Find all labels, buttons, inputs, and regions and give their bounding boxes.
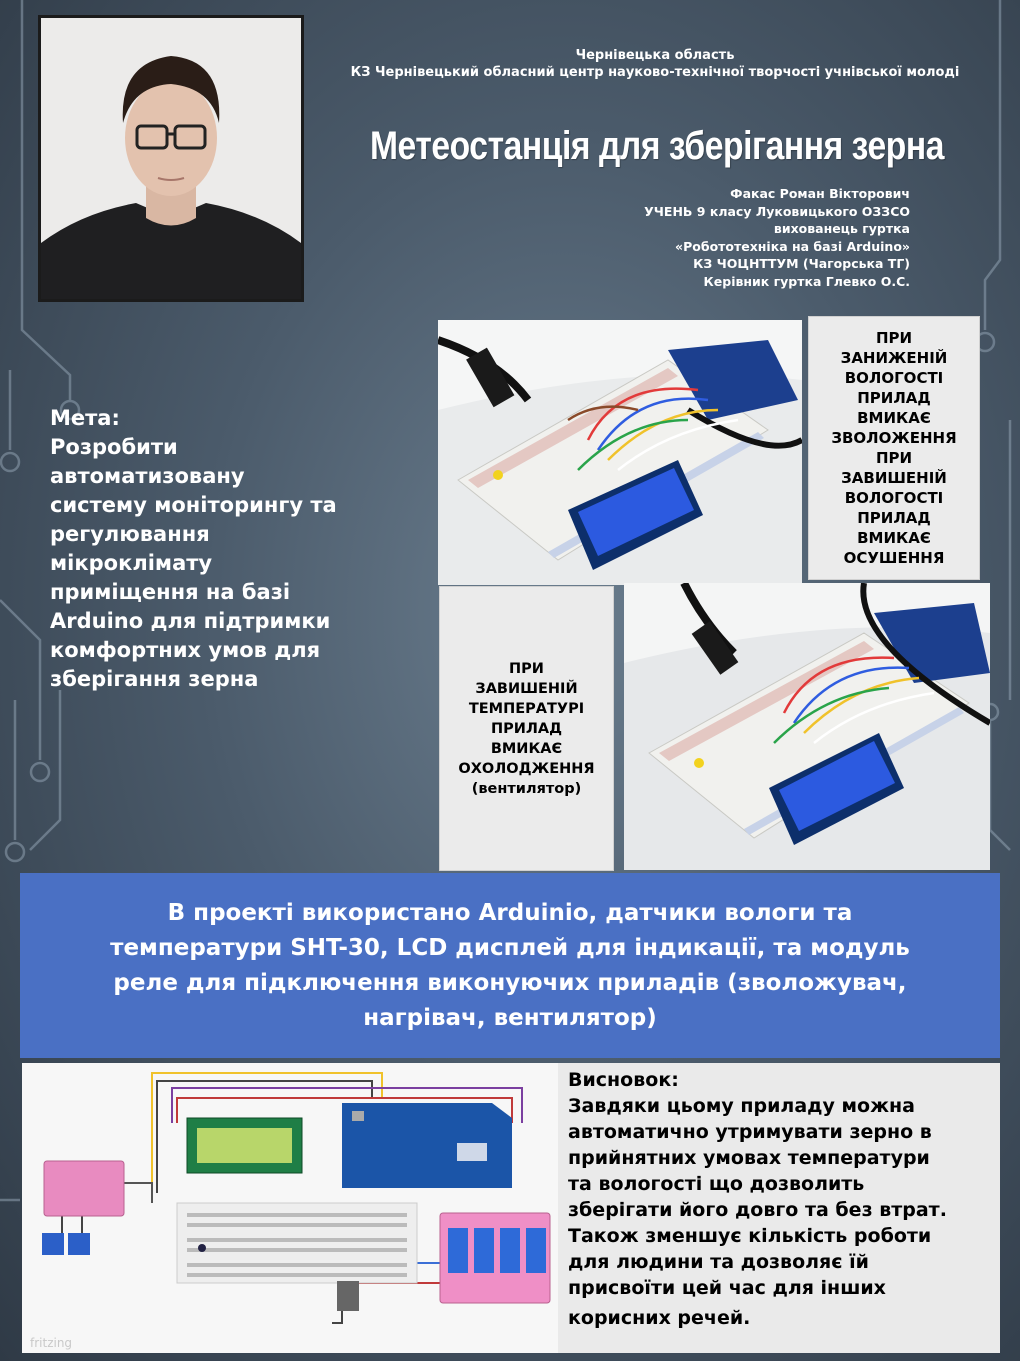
humidity-line: ПРИ — [875, 449, 913, 467]
author-line: «Робототехніка на базі Arduino» — [675, 238, 910, 254]
goal-line: автоматизовану — [50, 464, 245, 488]
author-line: Факас Роман Вікторович — [730, 186, 910, 201]
device-photo-1 — [438, 320, 802, 585]
humidity-line: ВМИКАЄ — [857, 529, 931, 547]
circuit-schematic — [22, 1063, 558, 1353]
conclusion-line: автоматично утримувати зерно в — [568, 1121, 932, 1143]
humidity-line: ЗВОЛОЖЕННЯ — [831, 429, 957, 447]
header — [310, 47, 1000, 81]
humidity-line: ВМИКАЄ — [857, 409, 931, 427]
portrait-photo — [38, 15, 304, 302]
author-line: Керівник гуртка Глевко О.С. — [703, 273, 910, 289]
conclusion-line: для людини та дозволяє їй — [568, 1251, 869, 1273]
temperature-line: ПРИЛАД — [490, 720, 563, 737]
humidity-line: ЗАВИШЕНІЙ — [841, 469, 947, 487]
goal-line: Arduino для підтримки — [50, 609, 331, 633]
goal-line: систему моніторингу та — [50, 493, 337, 517]
humidity-line: ПРИЛАД — [857, 389, 931, 407]
goal-line: мікроклімату — [50, 551, 213, 575]
banner-line: В проекті використано Arduinio, датчики вологи та — [167, 899, 853, 926]
author-line: КЗ ЧОЦНТТУМ (Чагорська ТГ) — [693, 256, 910, 271]
goal-label: Мета: — [50, 406, 120, 430]
banner-line: температури SHT-30, LCD дисплей для індикації, та модуль — [110, 934, 910, 961]
humidity-info-box — [808, 316, 980, 580]
organization-text: КЗ Чернівецький обласний центр науково-технічної творчості учнівської молоді — [350, 65, 960, 80]
goal-line: Розробити — [50, 435, 178, 459]
humidity-line: ПРИЛАД — [857, 509, 931, 527]
conclusion-line: прийнятних умовах температури — [568, 1147, 930, 1169]
goal-line: регулювання — [50, 522, 210, 546]
conclusion-section — [558, 1063, 1000, 1353]
author-line: вихованець гуртка — [773, 221, 910, 236]
humidity-line: ВОЛОГОСТІ — [844, 369, 944, 387]
temperature-info-box — [439, 586, 614, 871]
banner-line: нагрівач, вентилятор) — [363, 1004, 657, 1031]
goal-line: комфортних умов для — [50, 638, 321, 662]
conclusion-line: присвоїти цей час для інших — [568, 1277, 886, 1299]
fritzing-watermark: fritzing — [30, 1336, 73, 1350]
conclusion-line: Також зменшує кількість роботи — [568, 1225, 932, 1247]
goal-line: приміщення на базі — [50, 580, 291, 604]
author-info — [644, 185, 910, 290]
conclusion-line: корисних речей. — [568, 1307, 751, 1329]
goal-section — [50, 404, 390, 694]
humidity-line: ЗАНИЖЕНІЙ — [840, 349, 948, 367]
temperature-line: ЗАВИШЕНІЙ — [475, 680, 578, 697]
components-banner — [20, 873, 1000, 1058]
temperature-line: (вентилятор) — [471, 780, 582, 797]
temperature-line: ОХОЛОДЖЕННЯ — [458, 760, 595, 777]
humidity-line: ВОЛОГОСТІ — [844, 489, 944, 507]
goal-line: зберігання зерна — [50, 667, 259, 691]
page-title: Метеостанція для зберігання зерна — [369, 124, 945, 168]
conclusion-label: Висновок: — [568, 1069, 679, 1091]
banner-line: реле для підключення виконуючих приладів (зволожувач, — [113, 969, 907, 996]
temperature-line: ПРИ — [509, 660, 544, 677]
author-line: УЧЕНЬ 9 класу Луковицького ОЗЗСО — [644, 203, 910, 219]
conclusion-line: зберігати його довго та без втрат. — [568, 1199, 947, 1221]
device-photo-2 — [624, 583, 990, 870]
conclusion-line: Завдяки цьому приладу можна — [568, 1095, 915, 1117]
humidity-line: ОСУШЕННЯ — [843, 549, 945, 567]
temperature-line: ВМИКАЄ — [490, 740, 563, 757]
temperature-line: ТЕМПЕРАТУРІ — [468, 700, 585, 717]
humidity-line: ПРИ — [875, 329, 913, 347]
conclusion-line: та вологості що дозволить — [568, 1173, 865, 1195]
region-text: Чернівецька область — [575, 48, 735, 63]
